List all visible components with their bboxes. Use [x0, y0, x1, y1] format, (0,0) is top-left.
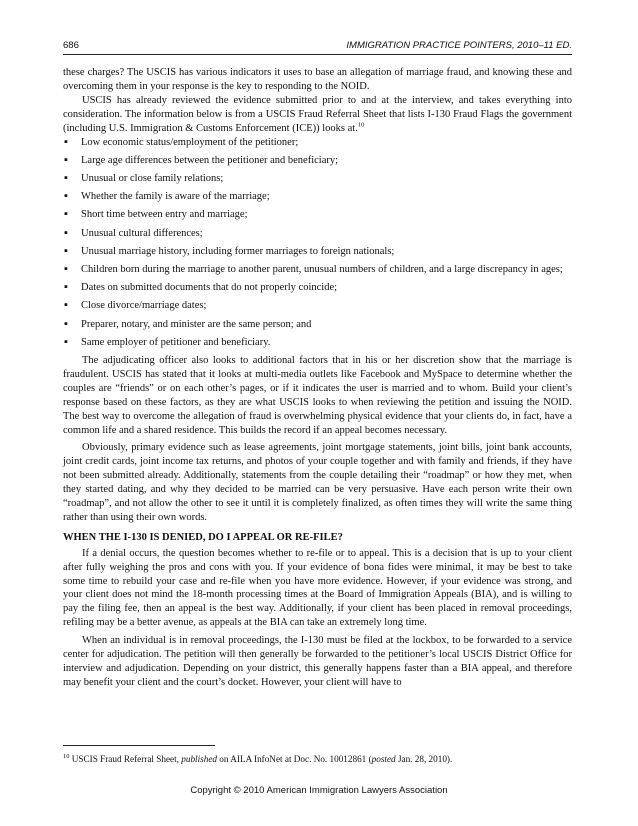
- list-item: ▪ Unusual cultural differences;: [63, 227, 572, 241]
- footnote-italic: published: [181, 754, 217, 764]
- list-item: ▪ Dates on submitted documents that do not properly coincide;: [63, 281, 572, 295]
- list-item: ▪ Unusual or close family relations;: [63, 172, 572, 186]
- footnote-text: Jan. 28, 2010).: [395, 754, 453, 764]
- footnote: [63, 754, 572, 764]
- footnote-number: 10: [63, 752, 70, 760]
- paragraph-removal: When an individual is in removal proceedings, the I-130 must be filed at the lockbox, to be forwarded to a service center for adjudication. The petition will then generally be forwarded to the petitioner’s local USCIS District Office for interview and adjudication. Depending on your district, this generally happens faster than a BIA appeal, and therefore may benefit your client and the court’s docket. However, your client will have to: [63, 635, 572, 688]
- fraud-flags-list: [63, 136, 572, 350]
- list-item: ▪ Close divorce/marriage dates;: [63, 299, 572, 313]
- footnote-text: USCIS Fraud Referral Sheet,: [69, 754, 182, 764]
- page-number: 686: [63, 40, 79, 51]
- list-item: ▪ Preparer, notary, and minister are the same person; and: [63, 318, 572, 332]
- list-item: ▪ Same employer of petitioner and beneficiary.: [63, 336, 572, 350]
- paragraph-review-text: USCIS has already reviewed the evidence submitted prior to and at the interview, and takes everything into consideration. The information below is from a USCIS Fraud Referral Sheet that lists I-130 Fraud Flags the government (including U.S. Immigration & Customs Enforcement (ICE)) looks at.: [63, 94, 572, 134]
- paragraph-review: [63, 94, 572, 136]
- footnote-ref: 10: [357, 121, 365, 129]
- paragraph-adjudicating: The adjudicating officer also looks to additional factors that in his or her discretion show that the marriage is fraudulent. USCIS has stated that it looks at multi-media outlets like Facebook and MySpace to determine whether the couples are “friends” or on each other’s pages, or if it indicates the user is married and to whom. Build your client’s response based on these factors, as they are what USCIS looks to when reviewing the petition and issuing the NOID. The best way to overcome the allegation of fraud is overwhelming physical evidence that your clients do, in fact, have a common life and a shared residence. This builds the record if an appeal becomes necessary.: [63, 354, 572, 436]
- copyright-footer: Copyright © 2010 American Immigration Lawyers Association: [190, 785, 448, 796]
- footnote-text: on AILA InfoNet at Doc. No. 10012861 (: [217, 754, 372, 764]
- footnote-divider: [63, 745, 215, 746]
- paragraph-evidence: Obviously, primary evidence such as lease agreements, joint mortgage statements, joint bills, joint bank accounts, joint credit cards, joint income tax returns, and photos of your couple together and with family and friends, if they have not been submitted already. Additionally, statements from the couple detailing their “roadmap” or how they met, when they started dating, and why they decided to be married can be very persuasive. Have each person write their own “roadmap”, and not allow the other to see it until it is completely finalized, as often times they will write the same thing rather than using their own words.: [63, 442, 572, 523]
- list-item: ▪ Unusual marriage history, including former marriages to foreign nationals;: [63, 245, 572, 259]
- page-body: [63, 66, 572, 690]
- list-item: ▪ Children born during the marriage to another parent, unusual numbers of children, and a large discrepancy in ages;: [63, 263, 572, 277]
- list-item: ▪ Short time between entry and marriage;: [63, 208, 572, 222]
- list-item: ▪ Whether the family is aware of the marriage;: [63, 190, 572, 204]
- section-heading: WHEN THE I-130 IS DENIED, DO I APPEAL OR RE-FILE?: [63, 531, 343, 543]
- running-title: IMMIGRATION PRACTICE POINTERS, 2010–11 ED.: [346, 40, 572, 51]
- paragraph-denial: If a denial occurs, the question becomes whether to re-file or to appeal. This is a decision that is up to your client after fully weighing the pros and cons with you. If your evidence of bona fides were minimal, it may be best to take some time to rebuild your case and re-file when you have more evidence. However, if your evidence was strong, and your client does not mind the 18-month processing times at the Board of Immigration Appeals (BIA), and is willing to pay the filing fee, then an appeal is the best way. Additionally, if your client has been placed in removal proceedings, refiling may be a better avenue, as appeals at the BIA can take an extremely long time.: [63, 547, 572, 629]
- footnote-italic: posted: [371, 754, 396, 764]
- list-item: ▪ Low economic status/employment of the petitioner;: [63, 136, 572, 150]
- list-item: ▪ Large age differences between the petitioner and beneficiary;: [63, 154, 572, 168]
- page-header: [63, 40, 572, 55]
- paragraph-intro: these charges? The USCIS has various indicators it uses to base an allegation of marriage fraud, and knowing these and overcoming them in your response is the key to responding to the NOID.: [63, 67, 572, 92]
